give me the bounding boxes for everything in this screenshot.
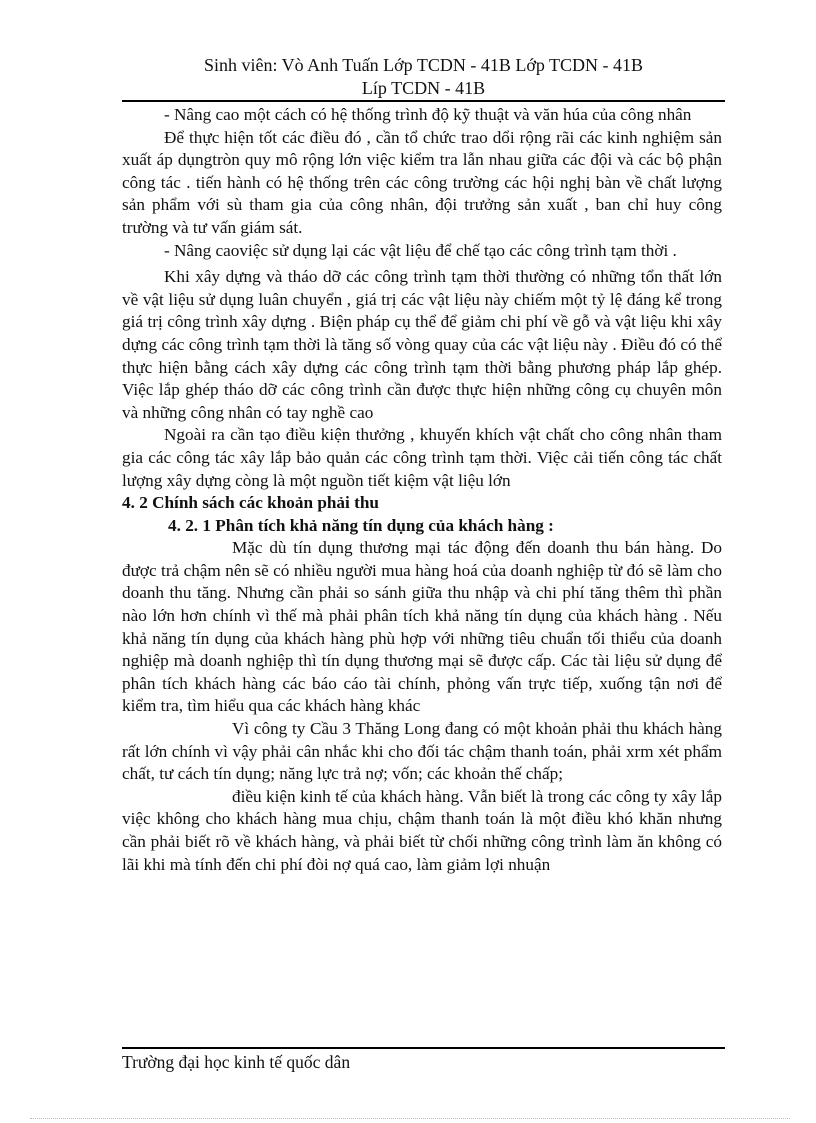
paragraph-1: - Nâng cao một cách có hệ thống trình độ kỹ thuật và văn húa của công nhân bbox=[164, 105, 692, 124]
page-bottom-edge bbox=[30, 1118, 790, 1119]
paragraph-4: Khi xây dựng và tháo dỡ các công trình tạm thời thường có những tổn thất lớn về vật liệu sử dụng luân chuyển , giá trị các vật liệu này chiếm một tỷ lệ đáng kể trong giá trị công trình xây dựng . Biện pháp cụ thể để giảm chi phí về gỗ và vật liệu khi xây dựng các công trình tạm thời là tăng số vòng quay của các vật liệu này . Điều đó có thể thực hiện bằng cách xây dựng các công trình tạm thời bằng phương pháp lắp ghép. Việc lắp ghép tháo dỡ các công trình cần được thực hiện những công cụ chuyên môn và những công nhân có tay nghề cao bbox=[122, 267, 722, 422]
footer-divider bbox=[122, 1047, 725, 1049]
paragraph-5: Ngoài ra cần tạo điều kiện thưởng , khuyến khích vật chất cho công nhân tham gia các công tác xây lắp bảo quản các công trình tạm thời. Việc cải tiến công tác chất lượng xây dựng còng là một nguồn tiết kiệm vật liệu lớn bbox=[122, 425, 722, 490]
paragraph-3: - Nâng caoviệc sử dụng lại các vật liệu để chế tạo các công trình tạm thời . bbox=[164, 240, 677, 260]
header-line-1: Sinh viên: Vò Anh Tuấn Lớp TCDN - 41B Lớp TCDN - 41B bbox=[203, 55, 644, 75]
header-line-2: Líp TCDN - 41B bbox=[361, 78, 486, 98]
paragraph-8: điều kiện kinh tế của khách hàng. Vẫn biết là trong các công ty xây lắp việc không cho khách hàng mua chịu, chậm thanh toán là một điều khó khăn nhưng cần phải biết rõ về khách hàng, và phải biết từ chối những công trình làm ăn không có lãi khi mà tính đến chi phí đòi nợ quá cao, làm giảm lợi nhuận bbox=[122, 786, 722, 874]
page-header bbox=[122, 54, 725, 100]
section-heading: 4. 2 Chính sách các khoản phải thu bbox=[122, 493, 379, 513]
paragraph-2: Để thực hiện tốt các điều đó , cần tổ chức trao dổi rộng rãi các kinh nghiệm sản xuất áp dụngtròn quy mô rộng lớn việc kiểm tra lẫn nhau giữa các đội và các bộ phận công tác . tiến hành có hệ thống trên các công trường các hội nghị bàn về chất lượng sản phẩm với sù tham gia của công nhân, đội trưởng sản xuất , ban chỉ huy công trường và tư vấn giám sát. bbox=[122, 127, 722, 237]
page-footer: Trường đại học kinh tế quốc dân bbox=[122, 1052, 351, 1072]
paragraph-6: Mặc dù tín dụng thương mại tác động đến doanh thu bán hàng. Do được trả chậm nên sẽ có nhiều người mua hàng hoá của doanh nghiệp từ đó sẽ làm cho doanh thu tăng. Nhưng cần phải so sánh giữa thu nhập và chi phí tăng thêm thì phần nào lớn hơn chính vì thế mà phải phân tích khả năng tín dụng của khách hàng . Nếu khả năng tín dụng của khách hàng phù hợp với những tiêu chuẩn tối thiểu của doanh nghiệp mà doanh nghiệp thì tín dụng thương mại sẽ được cấp. Các tài liệu sử dụng để phân tích khách hàng các báo cáo tài chính, phỏng vấn trực tiếp, xuống tận nơi để kiểm tra, tìm hiểu qua các khách hàng khác bbox=[122, 538, 722, 716]
document-body bbox=[122, 104, 722, 876]
subsection-heading: 4. 2. 1 Phân tích khả năng tín dụng của khách hàng : bbox=[168, 515, 554, 535]
paragraph-7: Vì công ty Cầu 3 Thăng Long đang có một khoản phải thu khách hàng rất lớn chính vì vậy phải cân nhắc khi cho đối tác chậm thanh toán, phải xrm xét phẩm chất, tư cách tín dụng; năng lực trả nợ; vốn; các khoản thế chấp; bbox=[122, 719, 722, 784]
header-divider bbox=[122, 100, 725, 102]
